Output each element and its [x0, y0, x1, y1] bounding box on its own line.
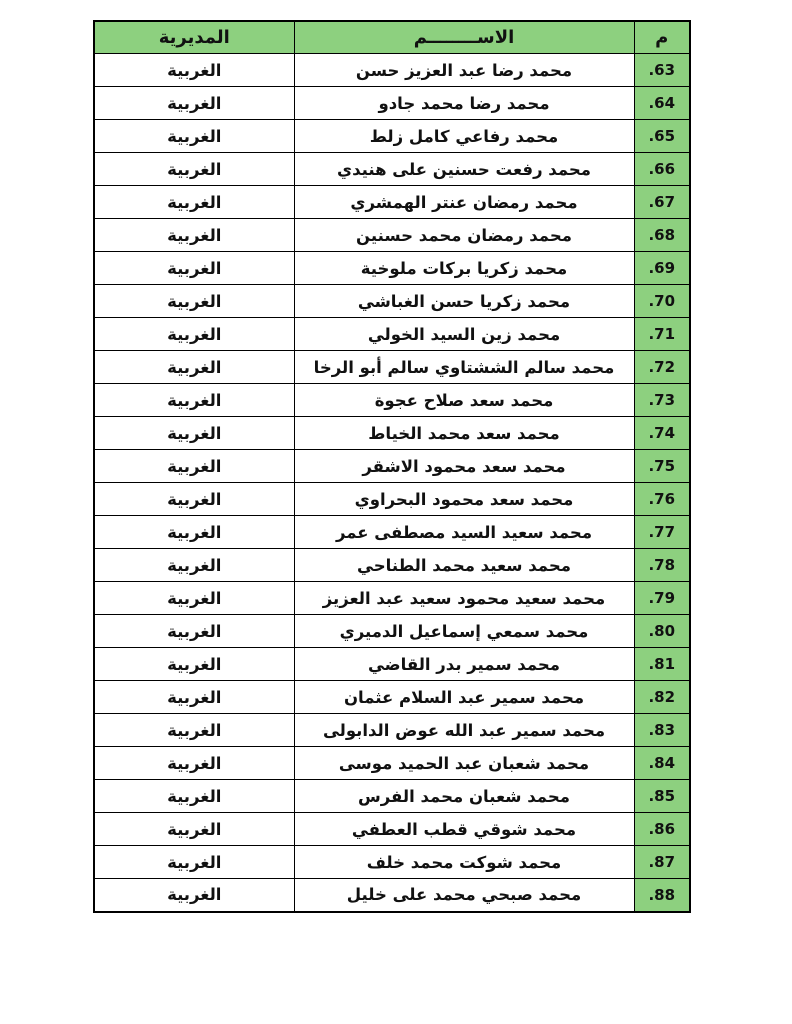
row-number: .74 — [648, 424, 676, 442]
row-number-cell — [634, 285, 690, 318]
row-name: محمد سعيد محمد الطناحي — [294, 549, 634, 582]
row-directorate: الغربية — [94, 813, 294, 846]
row-number: .65 — [648, 127, 676, 145]
row-number-cell — [634, 120, 690, 153]
table-row — [94, 153, 690, 186]
row-name: محمد صبحي محمد على خليل — [294, 879, 634, 912]
row-number-cell — [634, 483, 690, 516]
row-directorate: الغربية — [94, 516, 294, 549]
row-number: .66 — [648, 160, 676, 178]
table-row — [94, 549, 690, 582]
row-directorate: الغربية — [94, 252, 294, 285]
row-number: .88 — [648, 885, 676, 904]
names-table — [93, 20, 691, 913]
row-number: .81 — [648, 655, 676, 673]
row-directorate: الغربية — [94, 615, 294, 648]
row-number-cell — [634, 780, 690, 813]
row-name: محمد شوكت محمد خلف — [294, 846, 634, 879]
row-directorate: الغربية — [94, 582, 294, 615]
row-directorate: الغربية — [94, 483, 294, 516]
table-row — [94, 252, 690, 285]
row-number-cell — [634, 417, 690, 450]
row-number: .86 — [648, 820, 676, 838]
row-number-cell — [634, 813, 690, 846]
row-number-cell — [634, 681, 690, 714]
row-directorate: الغربية — [94, 384, 294, 417]
row-number-cell — [634, 186, 690, 219]
row-name: محمد رفعت حسنين على هنيدي — [294, 153, 634, 186]
row-directorate: الغربية — [94, 120, 294, 153]
row-directorate: الغربية — [94, 87, 294, 120]
row-number-cell — [634, 648, 690, 681]
row-name: محمد زكريا حسن الغباشي — [294, 285, 634, 318]
row-name: محمد رضا محمد جادو — [294, 87, 634, 120]
row-directorate: الغربية — [94, 846, 294, 879]
table-row — [94, 186, 690, 219]
row-number-cell — [634, 219, 690, 252]
row-name: محمد سعيد السيد مصطفى عمر — [294, 516, 634, 549]
row-name: محمد رفاعي كامل زلط — [294, 120, 634, 153]
row-number: .79 — [648, 589, 676, 607]
table-body — [94, 54, 690, 912]
table-row — [94, 747, 690, 780]
row-number: .84 — [648, 754, 676, 772]
table-row — [94, 582, 690, 615]
row-directorate: الغربية — [94, 153, 294, 186]
row-directorate: الغربية — [94, 54, 294, 87]
row-number-cell — [634, 153, 690, 186]
row-number-cell — [634, 384, 690, 417]
row-name: محمد سمير عبد السلام عثمان — [294, 681, 634, 714]
row-number: .70 — [648, 292, 676, 310]
row-number-cell — [634, 714, 690, 747]
table-row — [94, 120, 690, 153]
table-header-row — [94, 21, 690, 54]
row-name: محمد شعبان محمد الفرس — [294, 780, 634, 813]
row-name: محمد رمضان عنتر الهمشري — [294, 186, 634, 219]
row-number: .83 — [648, 721, 676, 739]
row-number-cell — [634, 747, 690, 780]
row-number: .67 — [648, 193, 676, 211]
row-name: محمد رمضان محمد حسنين — [294, 219, 634, 252]
header-number: م — [634, 21, 690, 54]
row-name: محمد سعد محمود البحراوي — [294, 483, 634, 516]
table-row — [94, 879, 690, 912]
row-number: .72 — [648, 358, 676, 376]
row-number: .78 — [648, 556, 676, 574]
table-row — [94, 384, 690, 417]
row-number-cell — [634, 549, 690, 582]
row-directorate: الغربية — [94, 351, 294, 384]
row-name: محمد سالم الششتاوي سالم أبو الرخا — [294, 351, 634, 384]
row-name: محمد شعبان عبد الحميد موسى — [294, 747, 634, 780]
table-row — [94, 813, 690, 846]
row-directorate: الغربية — [94, 285, 294, 318]
row-directorate: الغربية — [94, 780, 294, 813]
table-row — [94, 681, 690, 714]
row-number: .82 — [648, 688, 676, 706]
row-name: محمد سعيد محمود سعيد عبد العزيز — [294, 582, 634, 615]
table-row — [94, 615, 690, 648]
row-name: محمد سمير بدر القاضي — [294, 648, 634, 681]
row-number: .69 — [648, 259, 676, 277]
row-number: .76 — [648, 490, 676, 508]
row-number: .75 — [648, 457, 676, 475]
table-row — [94, 450, 690, 483]
table-row — [94, 846, 690, 879]
row-name: محمد سمعي إسماعيل الدميري — [294, 615, 634, 648]
row-number-cell — [634, 351, 690, 384]
row-number-cell — [634, 450, 690, 483]
row-number: .77 — [648, 523, 676, 541]
table-row — [94, 87, 690, 120]
row-directorate: الغربية — [94, 186, 294, 219]
header-directorate: المديرية — [94, 21, 294, 54]
row-directorate: الغربية — [94, 648, 294, 681]
row-number-cell — [634, 582, 690, 615]
row-directorate: الغربية — [94, 549, 294, 582]
table-row — [94, 318, 690, 351]
row-number-cell — [634, 252, 690, 285]
row-number: .87 — [648, 853, 676, 871]
table-row — [94, 417, 690, 450]
row-directorate: الغربية — [94, 219, 294, 252]
row-name: محمد سمير عبد الله عوض الدابولى — [294, 714, 634, 747]
row-directorate: الغربية — [94, 417, 294, 450]
row-name: محمد شوقي قطب العطفي — [294, 813, 634, 846]
table-row — [94, 219, 690, 252]
row-directorate: الغربية — [94, 747, 294, 780]
table-row — [94, 516, 690, 549]
row-number: .64 — [648, 94, 676, 112]
table-row — [94, 648, 690, 681]
table-header — [94, 21, 690, 54]
row-name: محمد زين السيد الخولي — [294, 318, 634, 351]
row-directorate: الغربية — [94, 879, 294, 912]
row-number: .73 — [648, 391, 676, 409]
table-row — [94, 285, 690, 318]
row-name: محمد رضا عبد العزيز حسن — [294, 54, 634, 87]
row-number-cell — [634, 615, 690, 648]
row-number-cell — [634, 516, 690, 549]
row-number: .85 — [648, 787, 676, 805]
table-row — [94, 54, 690, 87]
row-number-cell — [634, 54, 690, 87]
row-number: .80 — [648, 622, 676, 640]
row-number-cell — [634, 879, 690, 912]
row-name: محمد سعد محمود الاشقر — [294, 450, 634, 483]
table-row — [94, 780, 690, 813]
row-directorate: الغربية — [94, 681, 294, 714]
row-directorate: الغربية — [94, 450, 294, 483]
row-directorate: الغربية — [94, 714, 294, 747]
row-name: محمد سعد محمد الخياط — [294, 417, 634, 450]
row-name: محمد سعد صلاح عجوة — [294, 384, 634, 417]
row-number-cell — [634, 87, 690, 120]
row-number: .71 — [648, 325, 676, 343]
row-number-cell — [634, 318, 690, 351]
header-name: الاســــــــم — [294, 21, 634, 54]
row-name: محمد زكريا بركات ملوخية — [294, 252, 634, 285]
row-number-cell — [634, 846, 690, 879]
row-directorate: الغربية — [94, 318, 294, 351]
row-number: .63 — [648, 61, 676, 79]
row-number: .68 — [648, 226, 676, 244]
table-row — [94, 483, 690, 516]
table-row — [94, 351, 690, 384]
table-row — [94, 714, 690, 747]
